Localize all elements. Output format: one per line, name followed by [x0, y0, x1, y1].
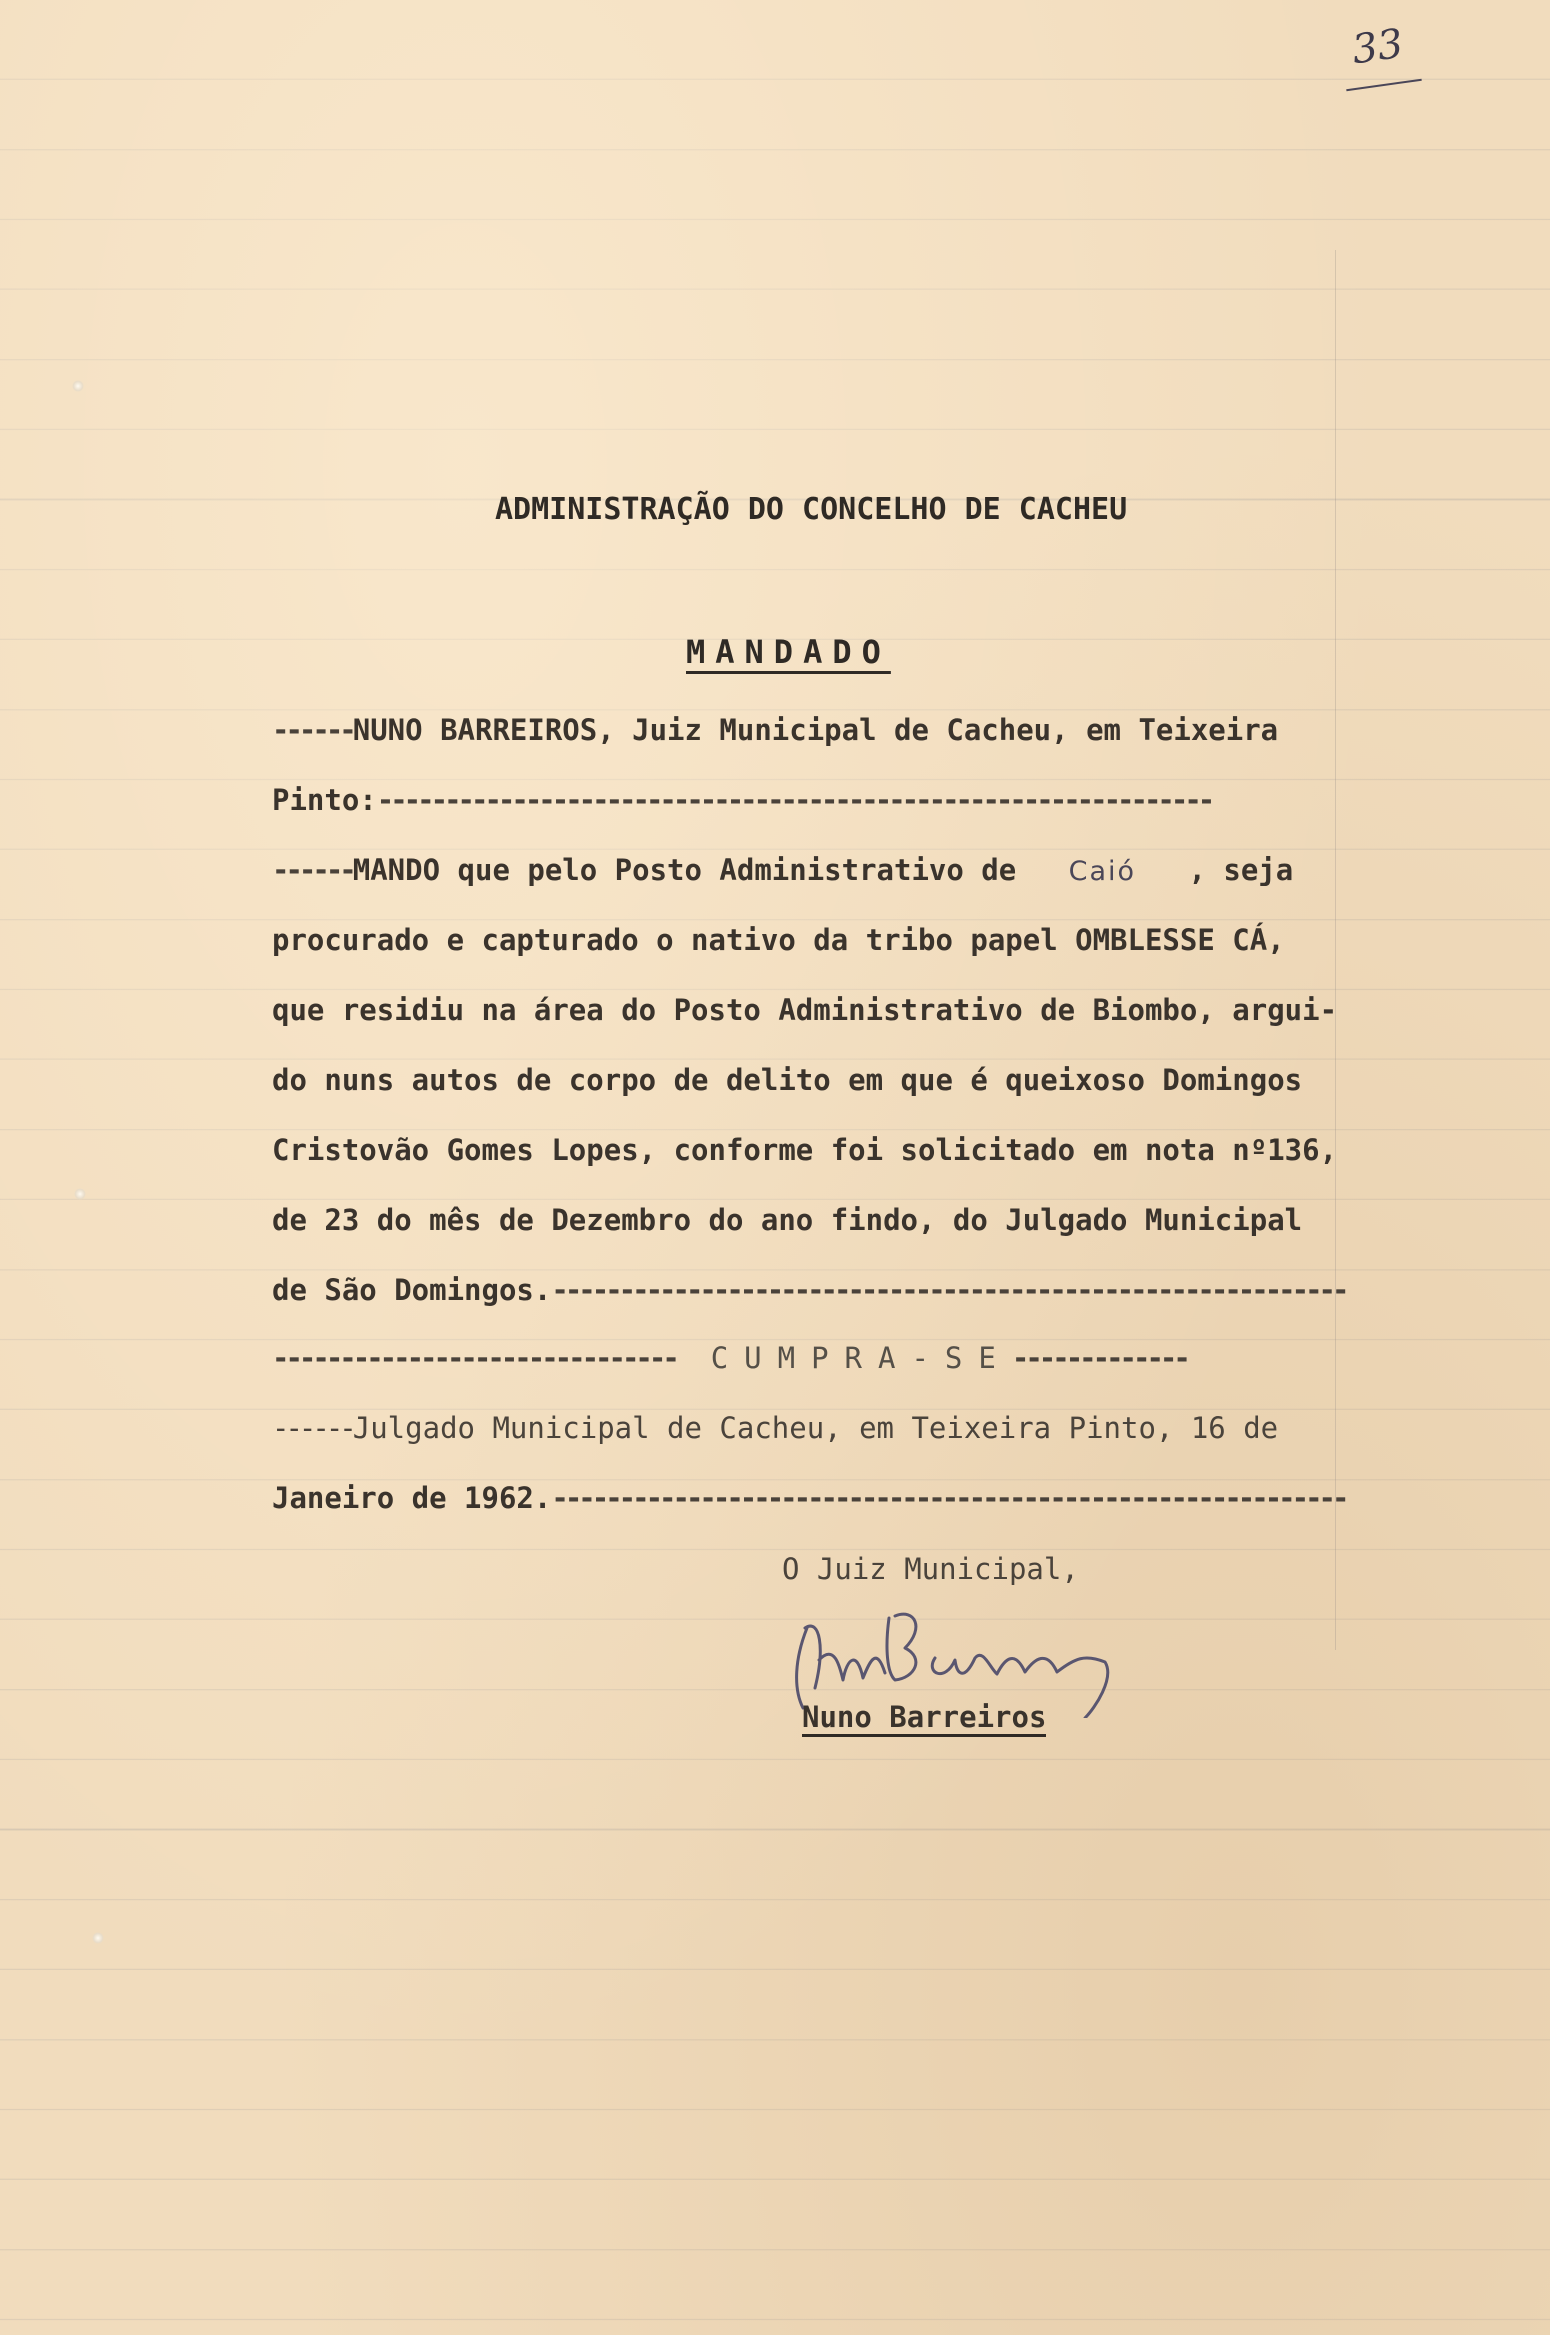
signer-name: Nuno Barreiros: [802, 1700, 1046, 1737]
handwritten-signature: [785, 1588, 1265, 1718]
folio-underline: [1346, 79, 1422, 92]
text-line: que residiu na área do Posto Administrativo de Biombo, argui-: [272, 993, 1338, 1027]
text-line: Cristovão Gomes Lopes, conforme foi solicitado em nota nº136,: [272, 1133, 1338, 1167]
punch-hole: [92, 1932, 104, 1944]
text-line: de São Domingos.-----------------------------------------------------------: [272, 1273, 1346, 1307]
text-line: de 23 do mês de Dezembro do ano findo, do Julgado Municipal: [272, 1203, 1303, 1237]
punch-hole: [74, 1188, 86, 1200]
text-line: ------MANDO que pelo Posto Administrativo de Caió , seja: [272, 853, 1294, 887]
document-header: ADMINISTRAÇÃO DO CONCELHO DE CACHEU: [495, 492, 1128, 527]
text-line: Pinto:--------------------------------------------------------------: [272, 783, 1212, 817]
handwritten-place-name: Caió: [1068, 856, 1137, 887]
command-line: ------------------------------ CUMPRA-SE-------------: [272, 1341, 1187, 1375]
document-heading: MANDADO: [686, 633, 891, 671]
text-line: do nuns autos de corpo de delito em que é queixoso Domingos: [272, 1063, 1303, 1097]
closing-line: O Juiz Municipal,: [782, 1552, 1079, 1586]
folio-number: 33: [1352, 22, 1432, 90]
text-line: procurado e capturado o nativo da tribo papel OMBLESSE CÁ,: [272, 923, 1285, 957]
text-line: Janeiro de 1962.-----------------------------------------------------------: [272, 1481, 1346, 1515]
command-text: CUMPRA-SE: [710, 1341, 1012, 1375]
text-line: ------NUNO BARREIROS, Juiz Municipal de Cacheu, em Teixeira: [272, 713, 1279, 747]
text-line: ------Julgado Municipal de Cacheu, em Teixeira Pinto, 16 de: [272, 1411, 1279, 1445]
punch-hole: [72, 380, 84, 392]
